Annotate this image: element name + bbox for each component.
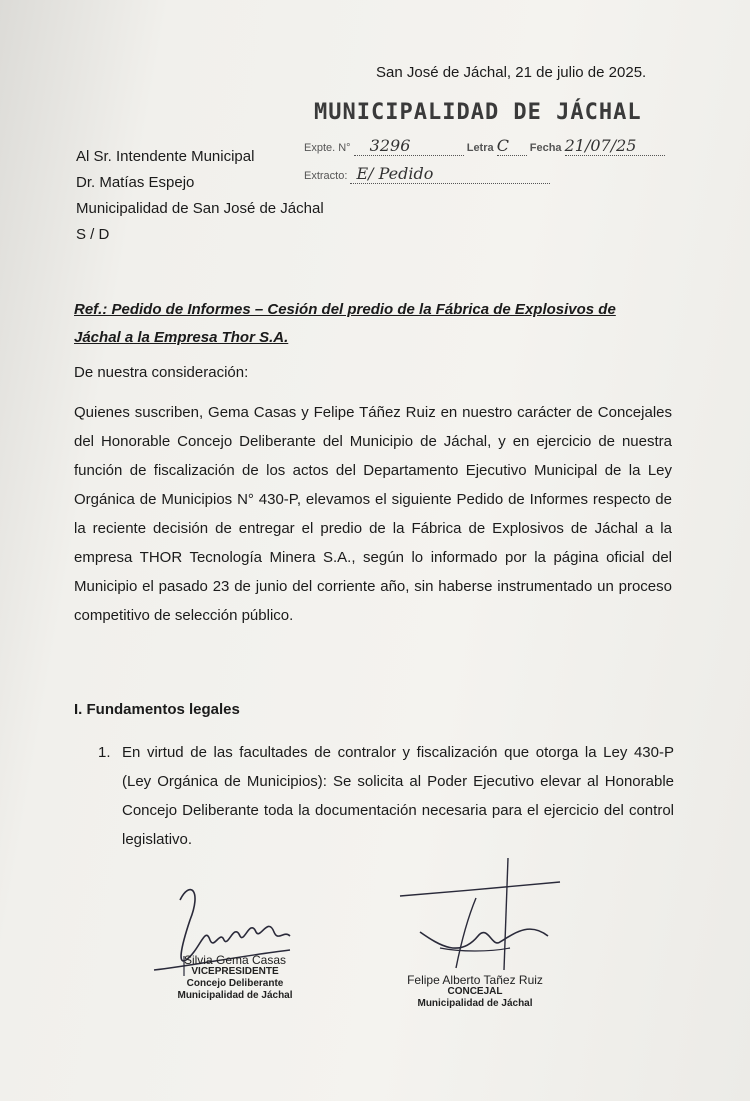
letra-label: Letra (466, 142, 494, 154)
addressee-line: Municipalidad de San José de Jáchal (76, 200, 324, 217)
body-paragraph: Quienes suscriben, Gema Casas y Felipe Táñez Ruiz en nuestro carácter de Concejales del Honorable Concejo Deliberante del Municipio de Jáchal, y en ejercicio de nuestra función de fiscalización de los actos del Departamento Ejecutivo Municipal de la Ley Orgánica de Municipios N° 430-P, elevamos el siguiente Pedido de Informes respecto de la reciente decisión de entregar el predio de la Fábrica de Explosivos de Jáchal a la empresa THOR Tecnología Minera S.A., según lo informado por la página oficial del Municipio el pasado 23 de junio del corriente año, sin haberse instrumentado un proceso competitivo de selección público. (74, 404, 672, 624)
list-item-number: 1. (98, 744, 111, 761)
expte-value: 3296 (369, 136, 411, 155)
extracto-value: E/ Pedido (356, 164, 434, 183)
signer-org: Municipalidad de Jáchal (417, 998, 533, 1009)
section-title: I. Fundamentos legales (74, 701, 240, 718)
fecha-value: 21/07/25 (564, 136, 637, 155)
reference-line: Ref.: Pedido de Informes – Cesión del predio de la Fábrica de Explosivos de Jáchal a la Empresa Thor S.A. (74, 301, 616, 346)
signature-scribble-right (380, 852, 570, 982)
letra-value: C (496, 136, 509, 155)
signature-left (150, 870, 320, 1002)
signature-right (380, 852, 570, 1010)
signer-org: Municipalidad de Jáchal (177, 990, 293, 1001)
addressee-block (76, 144, 324, 248)
expte-label: Expte. N° (304, 142, 351, 154)
greeting: De nuestra consideración: (74, 364, 249, 381)
fecha-label: Fecha (529, 142, 562, 154)
stamp-title: MUNICIPALIDAD DE JÁCHAL (314, 100, 642, 125)
document-date: San José de Jáchal, 21 de julio de 2025. (376, 64, 647, 81)
addressee-line: Al Sr. Intendente Municipal (76, 148, 255, 165)
stamp-expte-line (304, 136, 708, 156)
addressee-line: Dr. Matías Espejo (76, 174, 195, 191)
addressee-line: S / D (76, 226, 110, 243)
extracto-label: Extracto: (304, 170, 348, 182)
signer-name: Felipe Alberto Tañez Ruiz (407, 973, 543, 987)
signer-role: VICEPRESIDENTE (191, 966, 279, 977)
list-item (98, 738, 674, 854)
signer-name: Silvia Gema Casas (183, 953, 287, 967)
reception-stamp (304, 100, 714, 190)
signer-org: Concejo Deliberante (186, 978, 284, 989)
stamp-extracto-line (304, 164, 550, 184)
list-item-text: En virtud de las facultades de contralor y fiscalización que otorga la Ley 430-P (Ley Orgánica de Municipios): Se solicita al Poder Ejecutivo elevar al Honorable Concejo Deliberante toda la documentación necesaria para el ejercicio del control legislativo. (122, 744, 674, 848)
signer-role: CONCEJAL (447, 986, 503, 997)
